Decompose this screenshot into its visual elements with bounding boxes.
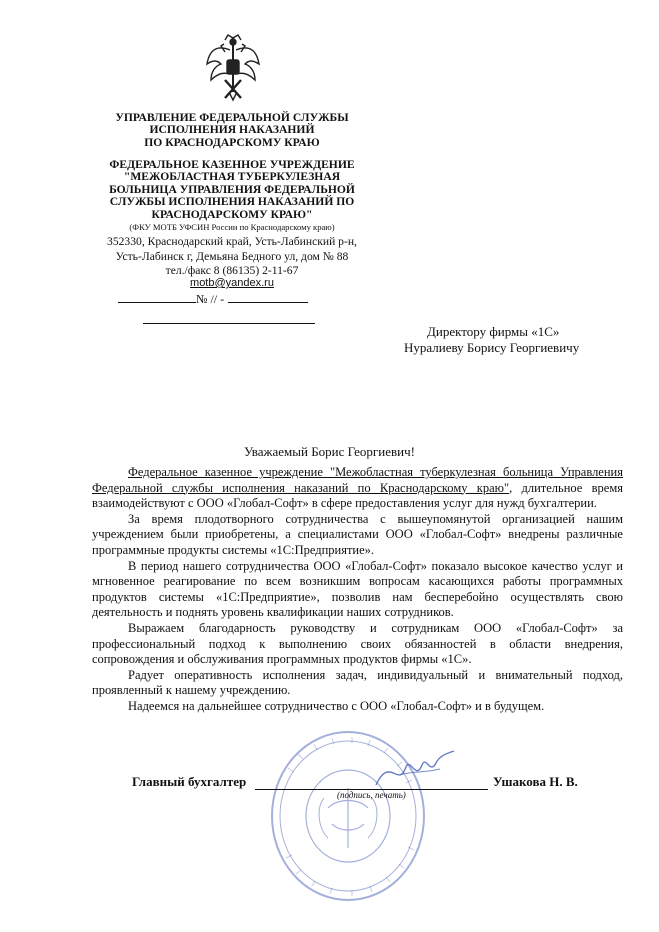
signer-name: Ушакова Н. В. — [493, 774, 578, 789]
institution-full-name: Федеральное казенное учреждение "Межобластная туберкулезная больница Управления Федеральной службы исполнения наказаний по Краснодарскому краю" — [92, 465, 623, 495]
institution-line: ФЕДЕРАЛЬНОЕ КАЗЕННОЕ УЧРЕЖДЕНИЕ — [109, 158, 355, 171]
address-line-1: 352330, Краснодарский край, Усть-Лабинский р-н, — [107, 235, 357, 248]
paragraph-1 — [92, 465, 623, 512]
paragraph-5: Радует оперативность исполнения задач, индивидуальный и внимательный подход, проявленный к нашему учреждению. — [92, 667, 623, 698]
outgoing-number — [118, 290, 308, 307]
paragraph-3: В период нашего сотрудничества ООО «Глобал-Софт» показало высокое качество услуг и мгновенное реагирование по всем возникшим вопросам касающихся работы программных продуктов системы «1С:Предприятие», позволив нам бесперебойно осуществлять свою деятельность и поднять уровень квалификации наших сотрудников. — [92, 558, 623, 620]
authority-line: ПО КРАСНОДАРСКОМУ КРАЮ — [144, 135, 320, 149]
greeting: Уважаемый Борис Георгиевич! — [244, 444, 415, 459]
institution-heading — [70, 159, 394, 221]
paragraph-2: За время плодотворного сотрудничества с вышеупомянутой организацией нашим учреждением были приобретены, а специалистами ООО «Глобал-Софт» внедрены различные программные продукты системы «1С:Предприятие». — [92, 511, 623, 557]
signature-caption: (подпись, печать) — [337, 790, 406, 800]
number-blank-left — [118, 290, 196, 303]
authority-heading — [70, 112, 394, 149]
authority-line: ИСПОЛНЕНИЯ НАКАЗАНИЙ — [149, 123, 315, 137]
paragraph-4: Выражаем благодарность руководству и сотрудникам ООО «Глобал-Софт» за профессиональный подход к выполнению своих обязанностей в области внедрения, сопровождения и обслуживания программных продуктов фирмы «1С». — [92, 620, 623, 667]
double-headed-eagle-emblem-icon — [203, 30, 263, 110]
addressee-line-1: Директору фирмы «1С» — [427, 324, 560, 339]
institution-line: КРАСНОДАРСКОМУ КРАЮ" — [151, 207, 313, 221]
letter-body — [92, 465, 623, 715]
signer-position: Главный бухгалтер — [132, 774, 247, 789]
institution-line: СЛУЖБЫ ИСПОЛНЕНИЯ НАКАЗАНИЙ ПО — [109, 195, 355, 209]
authority-line: УПРАВЛЕНИЕ ФЕДЕРАЛЬНОЙ СЛУЖБЫ — [115, 111, 349, 124]
institution-short-name: (ФКУ МОТБ УФСИН России по Краснодарскому краю) — [129, 222, 335, 232]
number-label: № // - — [196, 292, 225, 306]
reference-blank-line — [143, 323, 315, 324]
address-line-2: Усть-Лабинск г, Демьяна Бедного ул, дом № 88 — [115, 250, 349, 263]
number-blank-right — [228, 290, 308, 303]
institution-line: БОЛЬНИЦА УПРАВЛЕНИЯ ФЕДЕРАЛЬНОЙ — [109, 182, 355, 196]
addressee-line-2: Нуралиеву Борису Георгиевичу — [404, 340, 580, 355]
phone-fax: тел./факс 8 (86135) 2-11-67 — [165, 264, 299, 277]
institution-line: "МЕЖОБЛАСТНАЯ ТУБЕРКУЛЕЗНАЯ — [123, 170, 341, 184]
email-link[interactable]: motb@yandex.ru — [190, 277, 274, 289]
paragraph-6: Надеемся на дальнейшее сотрудничество с ООО «Глобал-Софт» и в будущем. — [128, 698, 545, 713]
paragraph-1-rest: , длительное время взаимодействуют с ООО «Глобал-Софт» в сфере предоставления услуг для нужд бухгалтерии. — [92, 480, 623, 511]
addressee-block — [404, 324, 644, 356]
